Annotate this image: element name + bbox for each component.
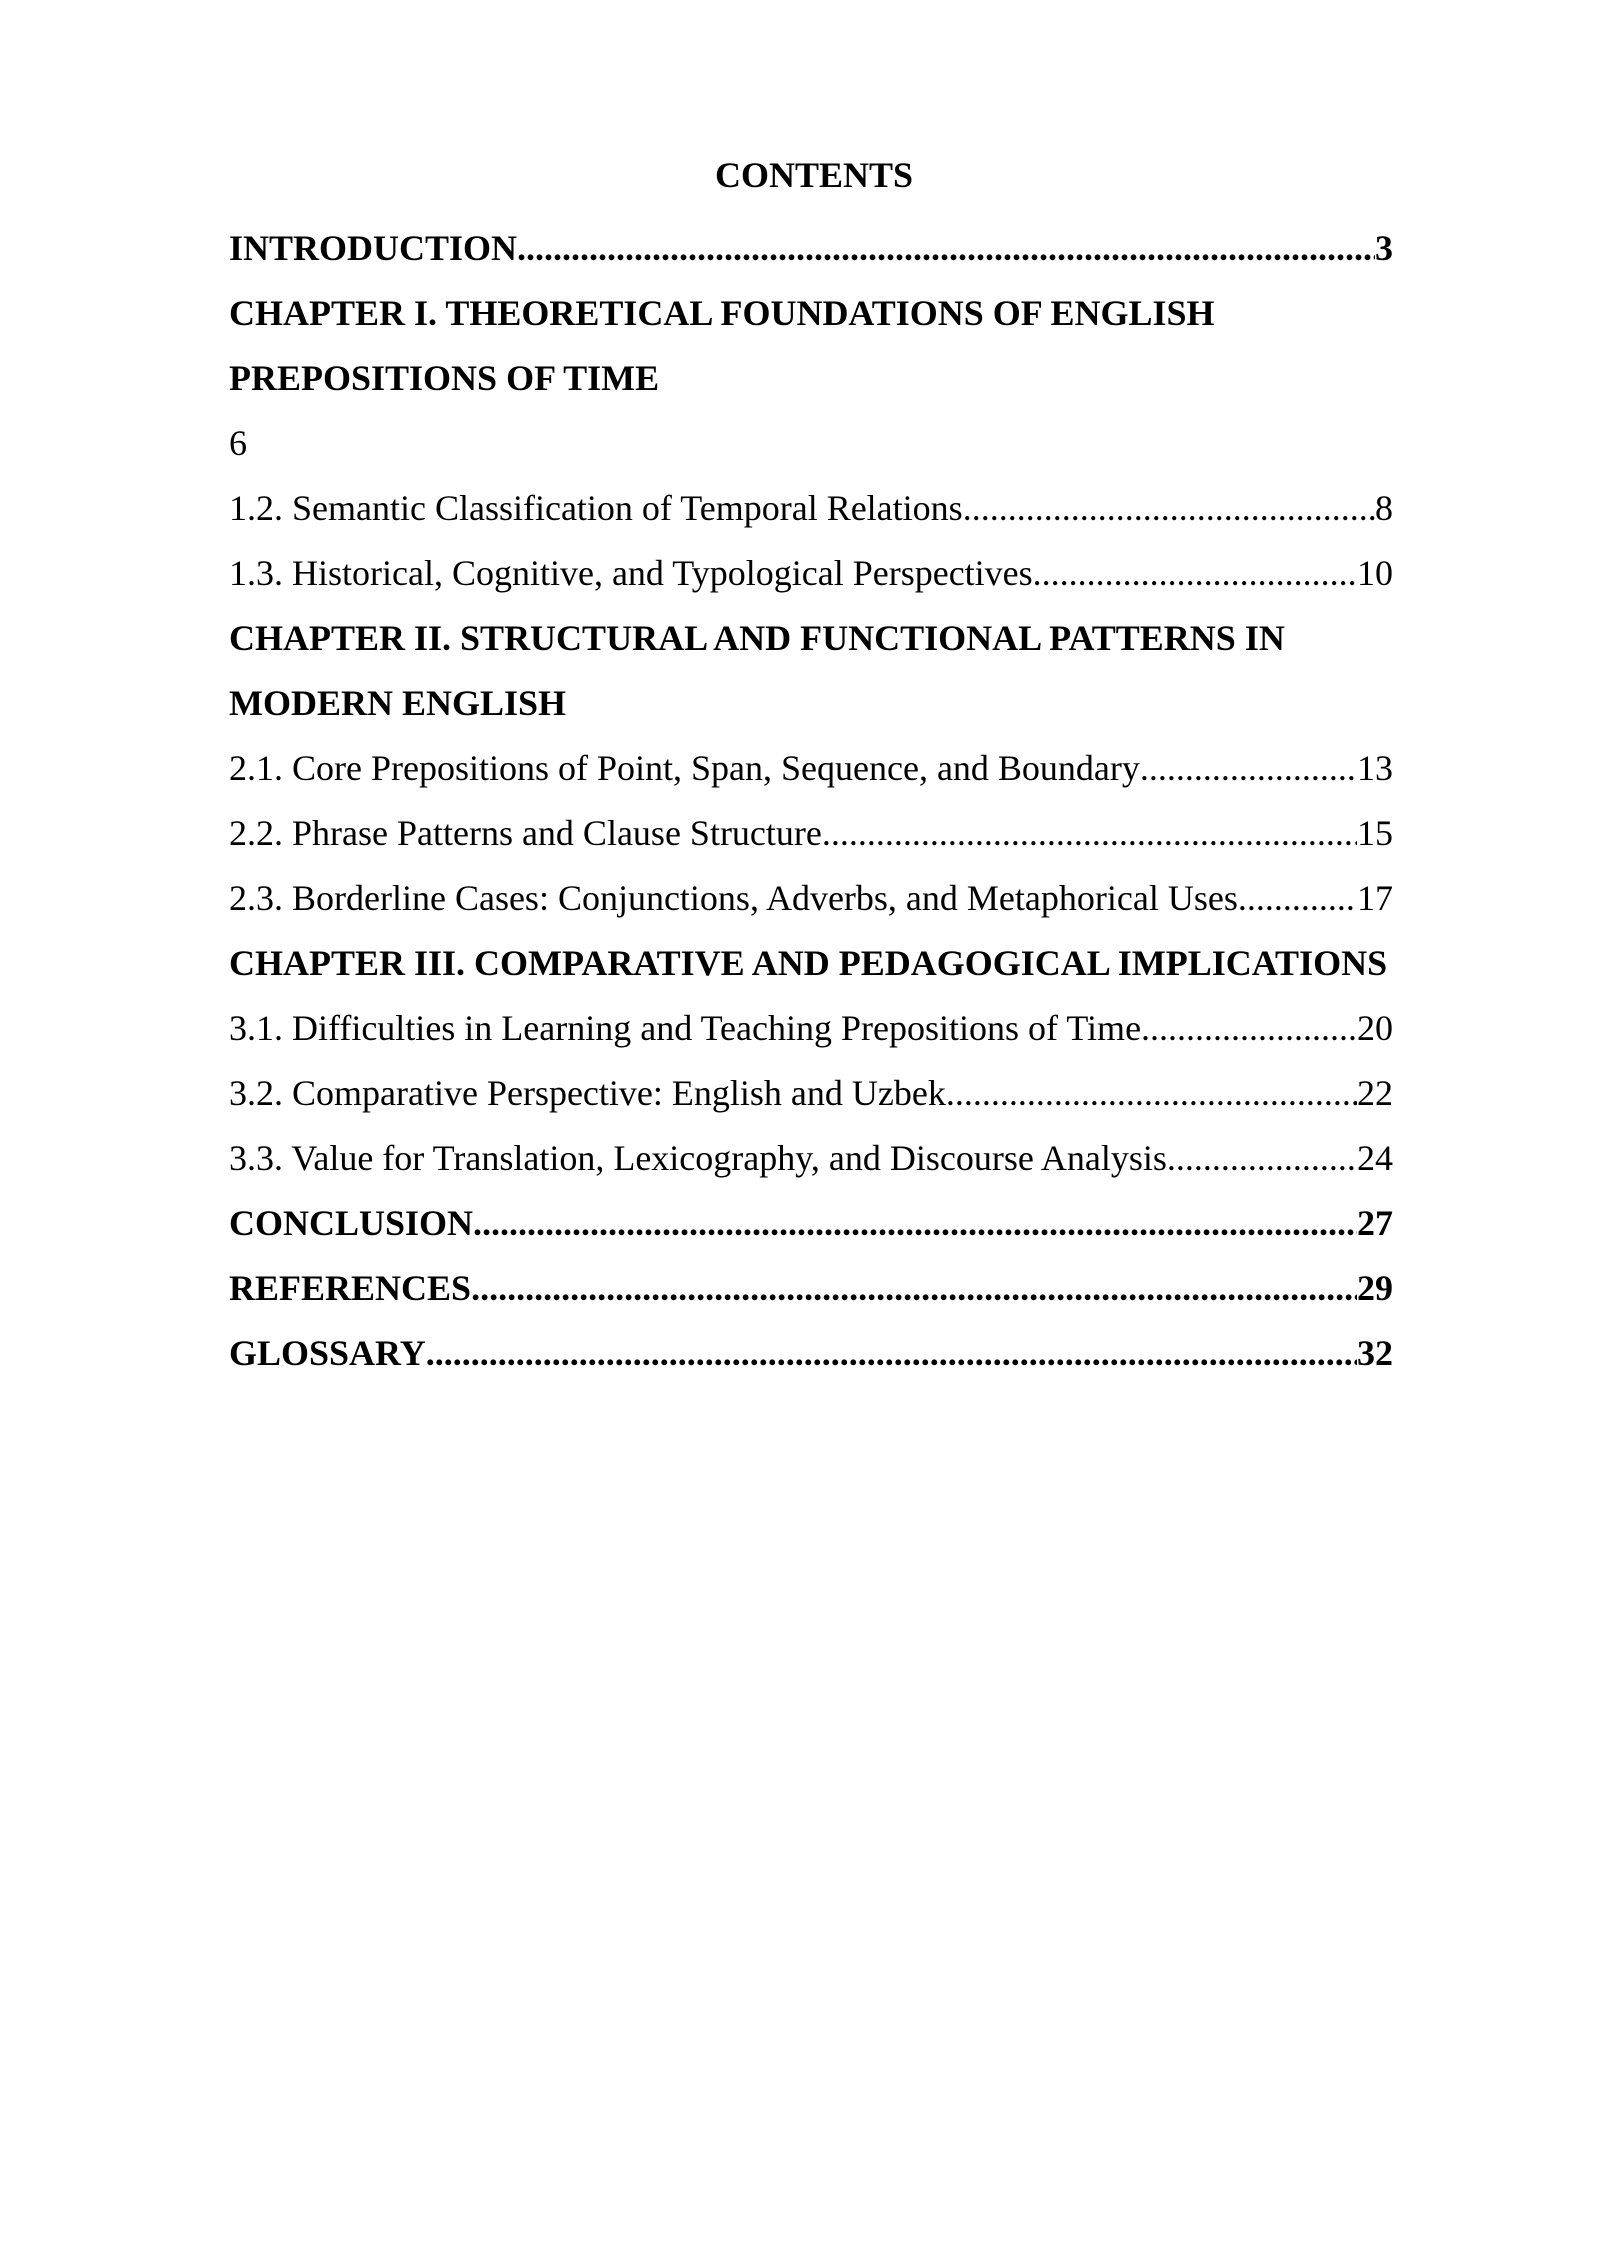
contents-title: CONTENTS: [714, 155, 914, 195]
toc-entry-page: 24: [1357, 1138, 1393, 1178]
toc-entry-label: CONCLUSION: [229, 1203, 474, 1243]
toc-entry-label: CHAPTER I. THEORETICAL FOUNDATIONS OF ENGLISH: [229, 293, 1215, 333]
toc-entry-label: 3.2. Comparative Perspective: English and Uzbek: [229, 1073, 946, 1113]
dot-leader: [1238, 866, 1357, 931]
toc-entry-label: PREPOSITIONS OF TIME: [229, 358, 660, 398]
dot-leader: [471, 1256, 1357, 1321]
toc-entry-2-1[interactable]: [229, 736, 1459, 801]
toc-entry-chapter-1-line-2[interactable]: [229, 346, 1459, 411]
toc-entry-label: CHAPTER III. COMPARATIVE AND PEDAGOGICAL IMPLICATIONS: [229, 943, 1388, 983]
toc-entry-chapter-2-line-2[interactable]: [229, 671, 1459, 736]
toc-entry-label: 2.2. Phrase Patterns and Clause Structure: [229, 813, 822, 853]
toc-entry-page: 22: [1357, 1073, 1393, 1113]
toc-entry-2-2[interactable]: [229, 801, 1459, 866]
toc-entry-page: 20: [1357, 1008, 1393, 1048]
toc-entry-label: REFERENCES: [229, 1268, 472, 1308]
toc-entry-chapter-1-page: [229, 411, 1459, 476]
toc-entry-glossary[interactable]: [229, 1321, 1459, 1386]
toc-entry-label: 1.2. Semantic Classification of Temporal Relations: [229, 488, 963, 528]
toc-entry-label: 2.1. Core Prepositions of Point, Span, Sequence, and Boundary: [229, 748, 1140, 788]
toc-entry-3-3[interactable]: [229, 1126, 1459, 1191]
toc-entry-page: 3: [1375, 228, 1393, 268]
toc-entry-introduction[interactable]: [229, 216, 1459, 281]
toc-entry-chapter-3[interactable]: [229, 931, 1459, 996]
toc-entry-page: 15: [1357, 813, 1393, 853]
dot-leader: [1141, 996, 1357, 1061]
dot-leader: [1140, 736, 1357, 801]
toc-entry-3-2[interactable]: [229, 1061, 1459, 1126]
toc-entry-label: INTRODUCTION: [229, 228, 518, 268]
toc-entry-1-2[interactable]: [229, 476, 1459, 541]
toc-entry-2-3[interactable]: [229, 866, 1459, 931]
toc-entry-page: 10: [1357, 553, 1393, 593]
toc-entry-page: 13: [1357, 748, 1393, 788]
toc-entry-label: 3.1. Difficulties in Learning and Teaching Prepositions of Time: [229, 1008, 1142, 1048]
dot-leader: [963, 476, 1375, 541]
toc-entry-page: 17: [1357, 878, 1393, 918]
dot-leader: [822, 801, 1357, 866]
toc-entry-label: 3.3. Value for Translation, Lexicography, and Discourse Analysis: [229, 1138, 1167, 1178]
toc-entry-label: 2.3. Borderline Cases: Conjunctions, Adverbs, and Metaphorical Uses: [229, 878, 1238, 918]
dot-leader: [1167, 1126, 1357, 1191]
toc-entry-chapter-2-line-1[interactable]: [229, 606, 1459, 671]
toc-entry-1-3[interactable]: [229, 541, 1459, 606]
dot-leader: [1033, 541, 1357, 606]
toc-entry-references[interactable]: [229, 1256, 1459, 1321]
toc-entry-page: 8: [1375, 488, 1393, 528]
toc-entry-3-1[interactable]: [229, 996, 1459, 1061]
toc-entry-page: 29: [1357, 1268, 1393, 1308]
toc-entry-page: 32: [1357, 1333, 1393, 1373]
dot-leader: [473, 1191, 1357, 1256]
table-of-contents: [229, 150, 1459, 1386]
toc-entry-label: GLOSSARY: [229, 1333, 426, 1373]
toc-entry-conclusion[interactable]: [229, 1191, 1459, 1256]
toc-entry-page: 6: [229, 423, 247, 463]
dot-leader: [517, 216, 1375, 281]
toc-entry-page: 27: [1357, 1203, 1393, 1243]
dot-leader: [946, 1061, 1357, 1126]
dot-leader: [426, 1321, 1357, 1386]
toc-entry-chapter-1-line-1[interactable]: [229, 281, 1459, 346]
toc-entry-label: 1.3. Historical, Cognitive, and Typological Perspectives: [229, 553, 1033, 593]
toc-entry-label: CHAPTER II. STRUCTURAL AND FUNCTIONAL PATTERNS IN: [229, 618, 1285, 658]
toc-entry-label: MODERN ENGLISH: [229, 683, 567, 723]
